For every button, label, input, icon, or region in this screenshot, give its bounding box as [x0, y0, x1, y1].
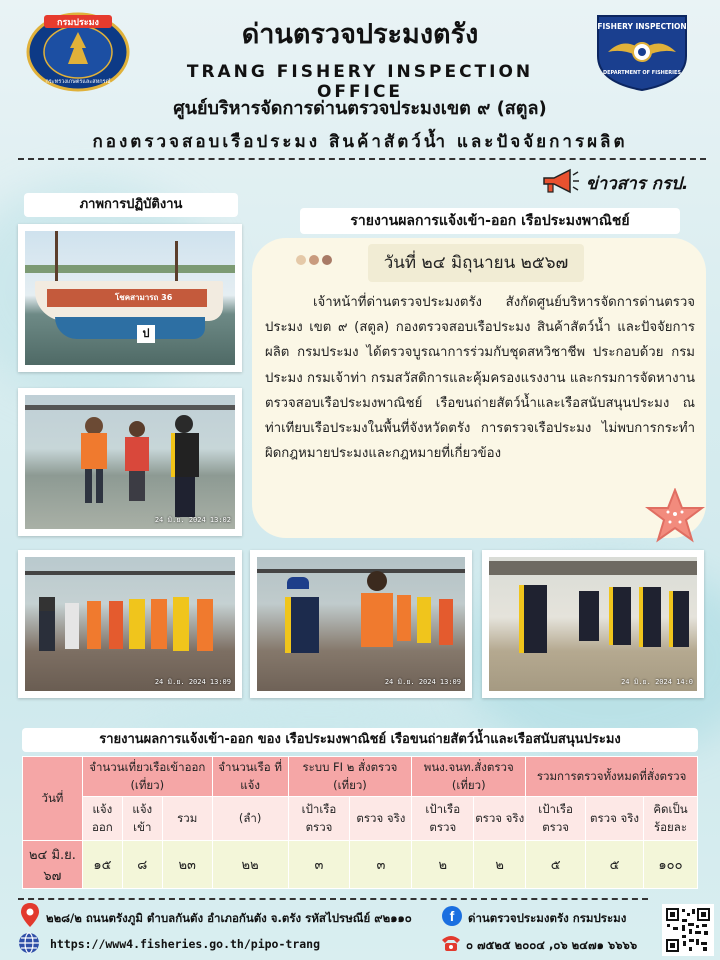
- page-title: ด่านตรวจประมงตรัง: [241, 19, 479, 50]
- header-total: รวมการตรวจทั้งหมดที่สั่งตรวจ: [526, 757, 698, 797]
- logo-left-subtitle: กระทรวงเกษตรและสหกรณ์: [45, 79, 111, 85]
- cell-total-target: ๕: [526, 841, 586, 889]
- boat-name: โชคสามารถ 36: [115, 293, 173, 302]
- footer-address: ๒๒๘/๒ ถนนตรังภูมิ ตำบลกันตัง อำเภอกันตัง จ.ตรัง รหัสไปรษณีย์ ๙๒๑๑๐: [46, 911, 412, 925]
- subheader-fi-actual: ตรวจ จริง: [350, 797, 412, 841]
- subheader-in: แจ้ง เข้า: [122, 797, 162, 841]
- footer-website[interactable]: https://www4.fisheries.go.th/pipo-trang: [50, 937, 321, 951]
- subheader-officer-actual: ตรวจ จริง: [474, 797, 526, 841]
- photo-crew-lineup: [18, 550, 242, 698]
- subheader-sum: รวม: [162, 797, 212, 841]
- header-boats: จำนวนเรือ ที่แจ้ง: [212, 757, 288, 797]
- cell-boats: ๒๒: [212, 841, 288, 889]
- footer-facebook[interactable]: ด่านตรวจประมงตรัง กรมประมง: [468, 911, 627, 925]
- decorative-dots: [296, 250, 335, 269]
- photo-officers-pier: [482, 550, 704, 698]
- cell-day: ๒๔ มิ.ย. ๖๗: [23, 841, 83, 889]
- subheader-percent: คิดเป็น ร้อยละ: [643, 797, 697, 841]
- photo-worker-inspection: [250, 550, 472, 698]
- starfish-icon: [644, 488, 706, 548]
- subheader-total-target: เป้าเรือ ตรวจ: [526, 797, 586, 841]
- photo-timestamp: 24 มิ.ย. 2024 14:0: [621, 678, 693, 686]
- photo-timestamp: 24 มิ.ย. 2024 13:09: [384, 678, 461, 686]
- header-divider: [18, 158, 706, 160]
- logo-right-top: FISHERY INSPECTION: [597, 22, 687, 31]
- logo-left-title: กรมประมง: [57, 18, 99, 28]
- footer-phone: ๐ ๗๕๒๕ ๒๐๐๔ ,๐๖ ๒๔๗๑ ๖๖๖๖: [466, 938, 638, 952]
- header-fi: ระบบ FI ๒ สั่งตรวจ (เที่ยว): [288, 757, 412, 797]
- cell-in: ๘: [122, 841, 162, 889]
- report-section-label: รายงานผลการแจ้งเข้า-ออก เรือประมงพาณิชย์: [300, 208, 680, 234]
- qr-code[interactable]: [662, 904, 714, 956]
- header-day: วันที่: [23, 757, 83, 841]
- cell-officer-target: ๒: [412, 841, 474, 889]
- photo-timestamp: 24 มิ.ย. 2024 13:02: [154, 516, 231, 524]
- facebook-icon[interactable]: f: [442, 906, 462, 926]
- photo-document-check: [18, 388, 242, 536]
- globe-icon: [18, 932, 40, 958]
- phone-icon: [440, 934, 462, 956]
- work-photos-label: ภาพการปฏิบัติงาน: [24, 193, 238, 217]
- cell-sum: ๒๓: [162, 841, 212, 889]
- cell-percent: ๑๐๐: [643, 841, 697, 889]
- cell-fi-actual: ๓: [350, 841, 412, 889]
- photo-fishing-boat: ป โชคสามารถ 36: [18, 224, 242, 372]
- page-title-english: TRANG FISHERY INSPECTION OFFICE: [186, 62, 534, 102]
- cell-fi-target: ๓: [288, 841, 350, 889]
- report-body: เจ้าหน้าที่ด่านตรวจประมงตรัง สังกัดศูนย์บริหารจัดการด่านตรวจประมง เขต ๙ (สตูล) กองตรวจสอบเรือประมง สินค้าสัตว์น้ำ และปัจจัยการผลิต กรมประมง ได้ตรวจบูรณาการร่วมกับชุดสหวิชาชีพ ประกอบด้วย กรมประมง กรมเจ้าท่า กรมสวัสดิการและคุ้มครองแรงงาน และกรมการจัดหางาน ตรวจสอบเรือประมงพาณิชย์ เรือขนถ่ายสัตว์น้ำและเรือสนับสนุนประมง ณ ท่าเทียบเรือประมงในพื้นที่จังหวัดตรัง การตรวจเรือประมง ไม่พบการกระทำผิดกฎหมายประมงและกฎหมายที่เกี่ยวข้อง: [265, 295, 695, 462]
- report-table: [22, 756, 698, 889]
- dof-logo: [26, 12, 130, 92]
- cell-total-actual: ๕: [586, 841, 644, 889]
- header-trips: จำนวนเที่ยวเรือเข้าออก (เที่ยว): [82, 757, 212, 797]
- subheader-total-actual: ตรวจ จริง: [586, 797, 644, 841]
- fishery-inspection-logo: [590, 12, 694, 92]
- subheader-officer-target: เป้าเรือ ตรวจ: [412, 797, 474, 841]
- location-pin-icon: [20, 902, 40, 932]
- cell-out: ๑๕: [82, 841, 122, 889]
- table-title: รายงานผลการแจ้งเข้า-ออก ของ เรือประมงพาณิชย์ เรือขนถ่ายสัตว์น้ำและเรือสนับสนุนประมง: [22, 728, 698, 752]
- megaphone-icon: [540, 166, 580, 196]
- footer-divider: [18, 898, 648, 900]
- subheader-fi-target: เป้าเรือ ตรวจ: [288, 797, 350, 841]
- cell-officer-actual: ๒: [474, 841, 526, 889]
- table-row: [23, 841, 698, 889]
- header-subtitle-2: กองตรวจสอบเรือประมง สินค้าสัตว์น้ำ และปัจจัยการผลิต: [92, 132, 628, 152]
- news-label: ข่าวสาร กรป.: [586, 174, 689, 194]
- news-badge: [540, 166, 700, 198]
- subheader-out: แจ้ง ออก: [82, 797, 122, 841]
- subheader-unit: (ลำ): [212, 797, 288, 841]
- logo-right-bottom: DEPARTMENT OF FISHERIES: [602, 70, 682, 76]
- report-date: วันที่ ๒๔ มิถุนายน ๒๕๖๗: [368, 244, 584, 282]
- header-officer: พนง.จนท.สั่งตรวจ (เที่ยว): [412, 757, 526, 797]
- header-subtitle-1: ศูนย์บริหารจัดการด่านตรวจประมงเขต ๙ (สตูล): [173, 98, 547, 119]
- photo-timestamp: 24 มิ.ย. 2024 13:09: [154, 678, 231, 686]
